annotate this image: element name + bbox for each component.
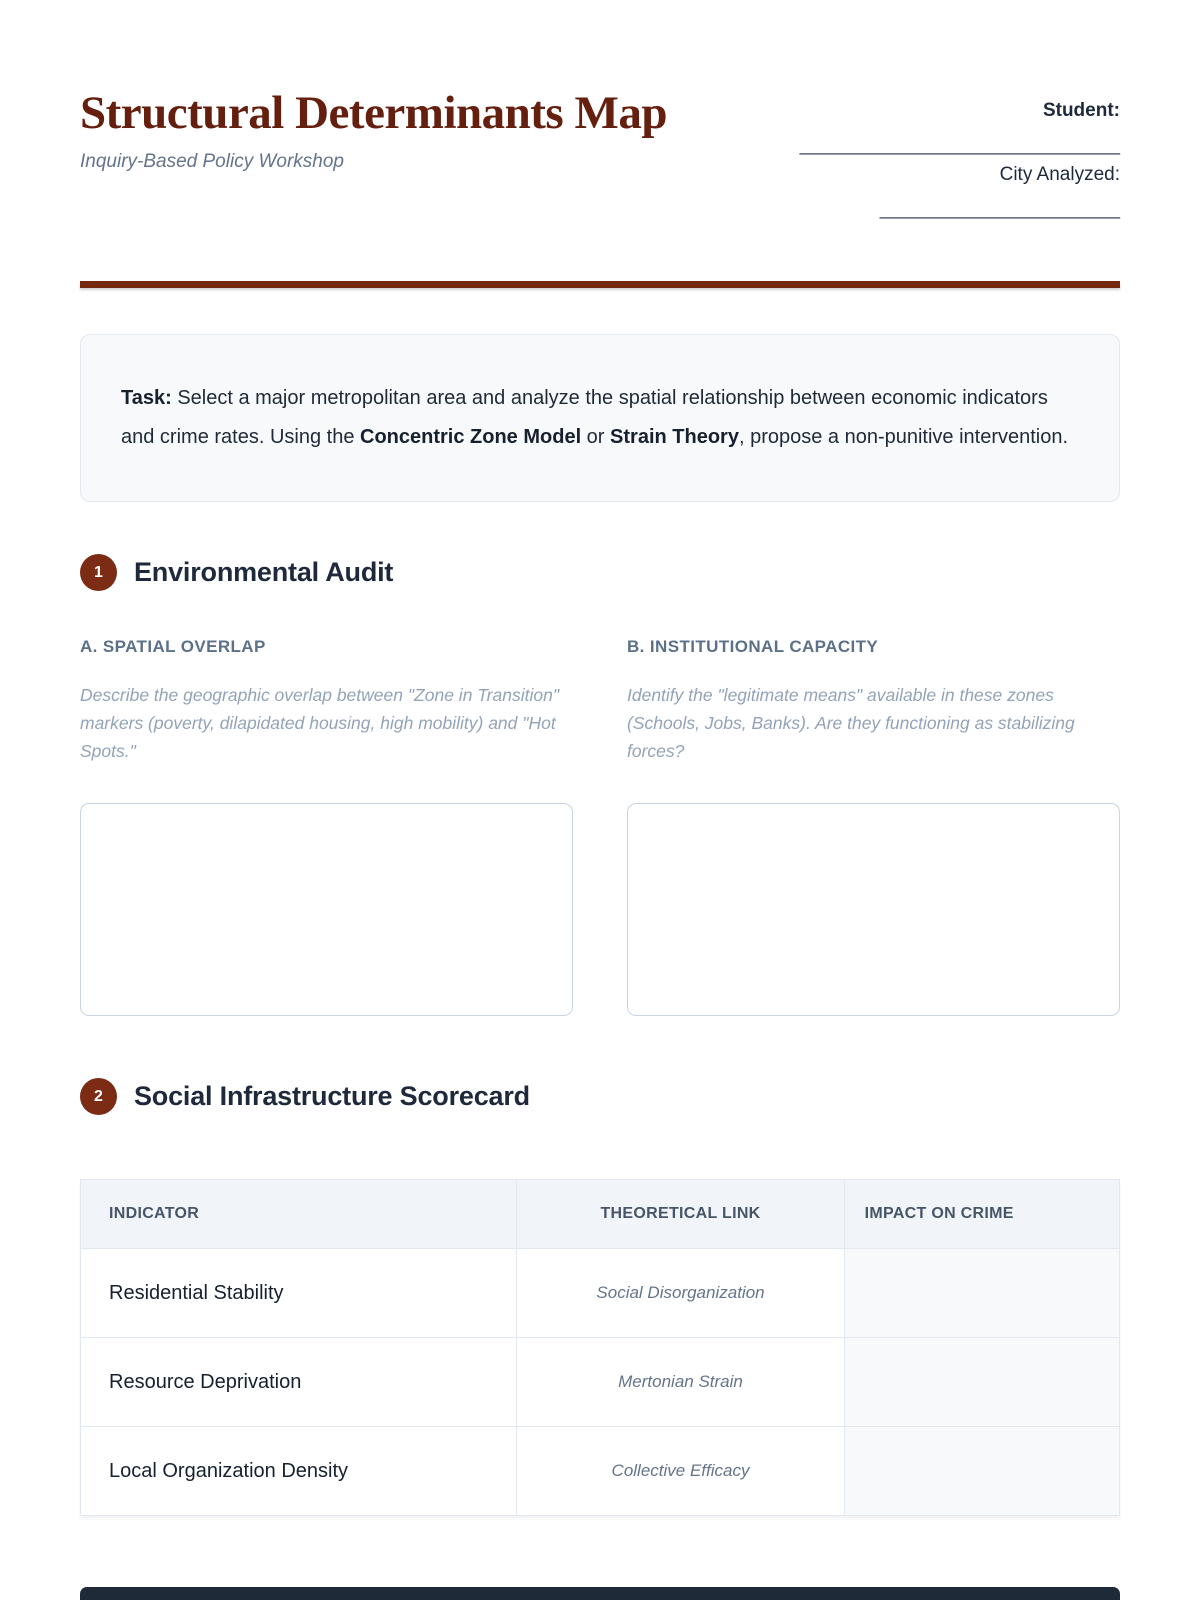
column-b <box>627 637 1120 1016</box>
theoretical-link-cell: Social Disorganization <box>517 1249 844 1338</box>
task-outro: , propose a non-punitive intervention. <box>738 426 1069 448</box>
section-2-number-badge: 2 <box>80 1078 117 1115</box>
section-2-title: Social Infrastructure Scorecard <box>134 1081 530 1111</box>
task-label: Task: <box>121 387 172 409</box>
next-section-bar <box>80 1587 1120 1600</box>
header-title-block <box>80 85 667 173</box>
section-1-title: Environmental Audit <box>134 557 394 587</box>
task-box <box>80 334 1120 502</box>
column-a-prompt: Describe the geographic overlap between "Zone in Transition" markers (poverty, dilapidated housing, high mobility) and "Hot Spots." <box>80 685 560 761</box>
city-blank-line[interactable]: ________________________ <box>879 199 1120 219</box>
section-2-header <box>80 1078 1120 1115</box>
task-bold-strain-theory: Strain Theory <box>610 426 739 448</box>
impact-cell[interactable] <box>844 1427 1119 1516</box>
column-a-writing-box[interactable] <box>80 803 573 1016</box>
indicator-cell: Local Organization Density <box>81 1427 517 1516</box>
student-label: Student: <box>1042 100 1120 121</box>
task-connector: or <box>581 426 611 448</box>
indicator-cell: Resource Deprivation <box>81 1338 517 1427</box>
theoretical-link-cell: Collective Efficacy <box>517 1427 844 1516</box>
environmental-audit-grid <box>80 637 1120 1016</box>
city-analyzed-label: City Analyzed: <box>999 164 1120 185</box>
page-subtitle: Inquiry-Based Policy Workshop <box>80 151 344 173</box>
impact-cell[interactable] <box>844 1249 1119 1338</box>
student-blank-line[interactable]: ________________________________ <box>799 135 1120 155</box>
section-1-header <box>80 554 1120 591</box>
task-text <box>121 379 1079 457</box>
header-impact-on-crime: IMPACT ON CRIME <box>844 1180 1119 1249</box>
header-indicator: INDICATOR <box>81 1180 517 1249</box>
impact-cell[interactable] <box>844 1338 1119 1427</box>
header <box>80 85 1120 227</box>
task-intro: Select a major metropolitan area and analyze the spatial relationship between economic indicators and crime rates. Using the <box>121 387 1048 448</box>
page-title: Structural Determinants Map <box>80 87 667 139</box>
header-divider <box>80 281 1120 288</box>
table-row <box>81 1249 1120 1338</box>
table-row <box>81 1338 1120 1427</box>
table-row <box>81 1427 1120 1516</box>
column-a <box>80 637 573 1016</box>
theoretical-link-cell: Mertonian Strain <box>517 1338 844 1427</box>
table-header-row <box>81 1180 1120 1249</box>
scorecard-table <box>80 1179 1120 1516</box>
student-info-block <box>800 85 1120 227</box>
task-bold-concentric-zone-model: Concentric Zone Model <box>360 426 582 448</box>
indicator-cell: Residential Stability <box>81 1249 517 1338</box>
header-theoretical-link: THEORETICAL LINK <box>517 1180 844 1249</box>
column-b-prompt: Identify the "legitimate means" available in these zones (Schools, Jobs, Banks). Are they functioning as stabilizing forces? <box>627 685 1075 761</box>
column-b-label: B. INSTITUTIONAL CAPACITY <box>627 637 879 656</box>
column-a-label: A. SPATIAL OVERLAP <box>80 637 266 656</box>
section-1-number-badge: 1 <box>80 554 117 591</box>
column-b-writing-box[interactable] <box>627 803 1120 1016</box>
